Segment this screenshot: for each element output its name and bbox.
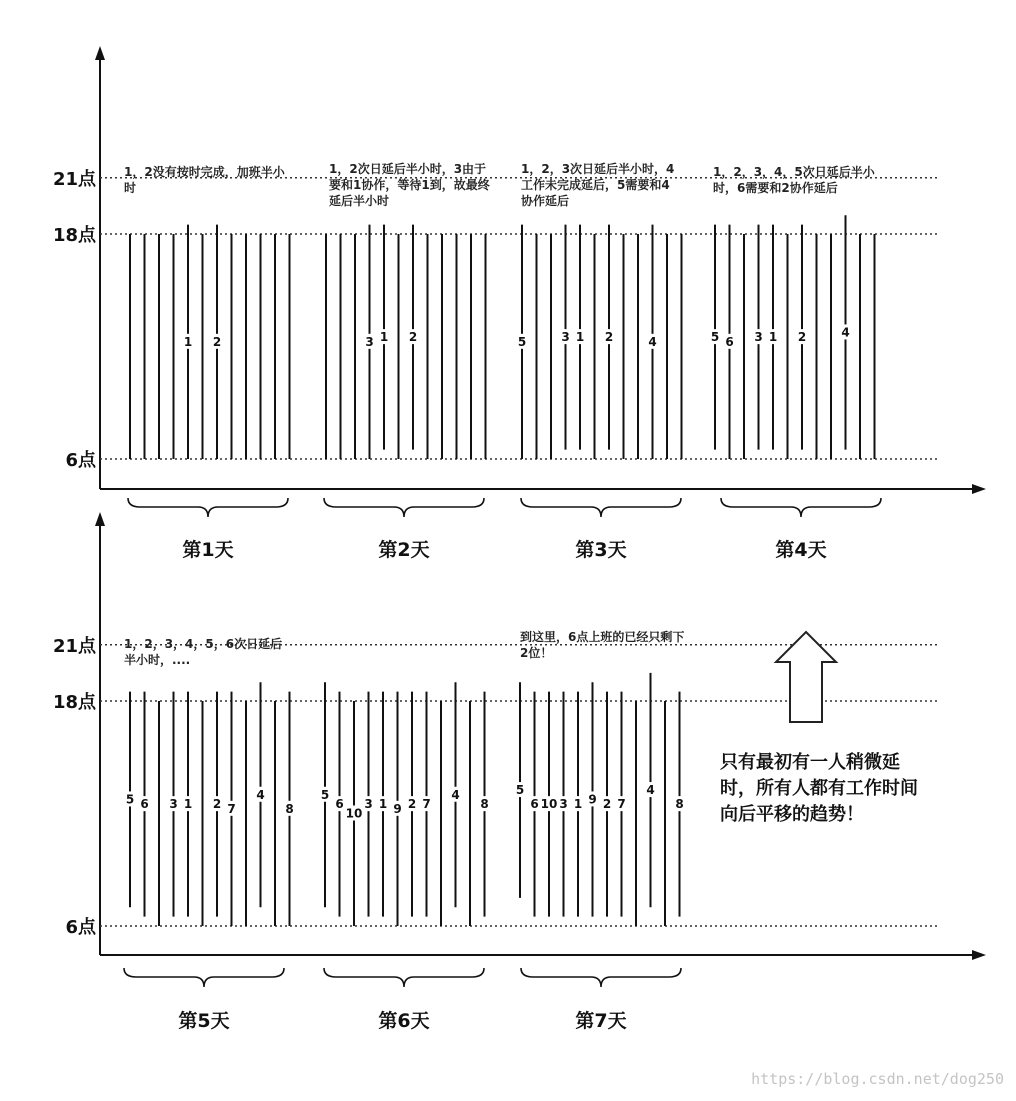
worker-label: 2 xyxy=(212,334,222,349)
x-axis-arrow-icon xyxy=(972,950,986,960)
worker-label: 3 xyxy=(365,334,374,349)
y-tick-label: 21点 xyxy=(52,635,96,657)
worker-label: 9 xyxy=(393,801,402,816)
worker-label: 4 xyxy=(451,787,460,802)
worker-label: 1 xyxy=(575,330,585,345)
worker-label: 4 xyxy=(646,783,655,798)
worker-label: 8 xyxy=(480,797,489,812)
worker-label: 1 xyxy=(183,334,193,349)
day-label: 第2天 xyxy=(378,539,430,561)
worker-label: 5 xyxy=(515,783,525,798)
day-brace xyxy=(128,498,288,517)
worker-label: 7 xyxy=(227,801,236,816)
worker-label: 2 xyxy=(797,330,807,345)
day-label: 第4天 xyxy=(775,539,827,561)
y-tick-label: 21点 xyxy=(52,168,96,190)
worker-label: 5 xyxy=(320,787,330,802)
worker-label: 3 xyxy=(561,330,570,345)
worker-label: 3 xyxy=(169,797,178,812)
worker-label: 8 xyxy=(285,801,294,816)
worker-label: 7 xyxy=(422,797,431,812)
worker-label: 7 xyxy=(617,797,626,812)
y-tick-label: 6点 xyxy=(65,450,96,471)
day2-note: 1，2次日延后半小时，3由于要和1协作，等待1到，故最终延后半小时 xyxy=(329,162,490,208)
y-axis-arrow-icon xyxy=(95,512,105,526)
worker-label: 1 xyxy=(573,797,583,812)
worker-label: 6 xyxy=(335,797,344,812)
day5-note: 1，2，3，4，5，6次日延后半小时，.... xyxy=(124,637,283,667)
day-label: 第1天 xyxy=(182,539,234,561)
day3-note: 1，2，3次日延后半小时，4工作未完成延后，5需要和4协作延后 xyxy=(521,162,675,208)
day4-note: 1，2，3，4，5次日延后半小时，6需要和2协作延后 xyxy=(713,165,875,195)
day-brace xyxy=(521,498,681,517)
worker-label: 2 xyxy=(604,330,614,345)
day-brace xyxy=(324,498,484,517)
worker-label: 2 xyxy=(407,797,417,812)
worker-label: 4 xyxy=(648,334,657,349)
worker-label: 1 xyxy=(379,330,389,345)
worker-label: 5 xyxy=(125,792,135,807)
worker-label: 6 xyxy=(725,334,734,349)
watermark: https://blog.csdn.net/dog250 xyxy=(751,1070,1004,1088)
worker-label: 10 xyxy=(345,806,363,821)
day-label: 第6天 xyxy=(378,1010,430,1032)
worker-label: 3 xyxy=(364,797,373,812)
y-axis-arrow-icon xyxy=(95,46,105,60)
day7-note: 到这里，6点上班的已经只剩下2位！ xyxy=(520,630,685,660)
worker-label: 3 xyxy=(754,330,763,345)
day-brace xyxy=(324,968,484,987)
day-label: 第7天 xyxy=(575,1010,627,1032)
worker-label: 1 xyxy=(378,797,388,812)
worker-label: 3 xyxy=(559,797,568,812)
worker-label: 5 xyxy=(517,334,527,349)
worker-label: 8 xyxy=(675,797,684,812)
worker-label: 10 xyxy=(540,797,558,812)
up-arrow-icon xyxy=(776,632,836,722)
worker-label: 2 xyxy=(212,797,222,812)
day-label: 第5天 xyxy=(178,1010,230,1032)
day-brace xyxy=(521,968,681,987)
worker-label: 2 xyxy=(602,797,612,812)
worker-label: 5 xyxy=(710,330,720,345)
worker-label: 4 xyxy=(841,325,850,340)
x-axis-arrow-icon xyxy=(972,484,986,494)
y-tick-label: 6点 xyxy=(65,917,96,938)
worker-label: 6 xyxy=(140,797,149,812)
day-label: 第3天 xyxy=(575,539,627,561)
worker-label: 9 xyxy=(588,792,597,807)
y-tick-label: 18点 xyxy=(52,692,96,713)
y-tick-label: 18点 xyxy=(52,225,96,246)
panel-top xyxy=(53,46,986,561)
worker-label: 1 xyxy=(183,797,193,812)
summary-note: 只有最初有一人稍微延时，所有人都有工作时间向后平移的趋势！ xyxy=(720,752,918,825)
day1-note: 1，2没有按时完成，加班半小时 xyxy=(124,165,285,195)
day-brace xyxy=(124,968,284,987)
day-brace xyxy=(721,498,881,517)
worker-label: 1 xyxy=(768,330,778,345)
worker-label: 4 xyxy=(256,787,265,802)
worker-label: 6 xyxy=(530,797,539,812)
worker-label: 2 xyxy=(408,330,418,345)
